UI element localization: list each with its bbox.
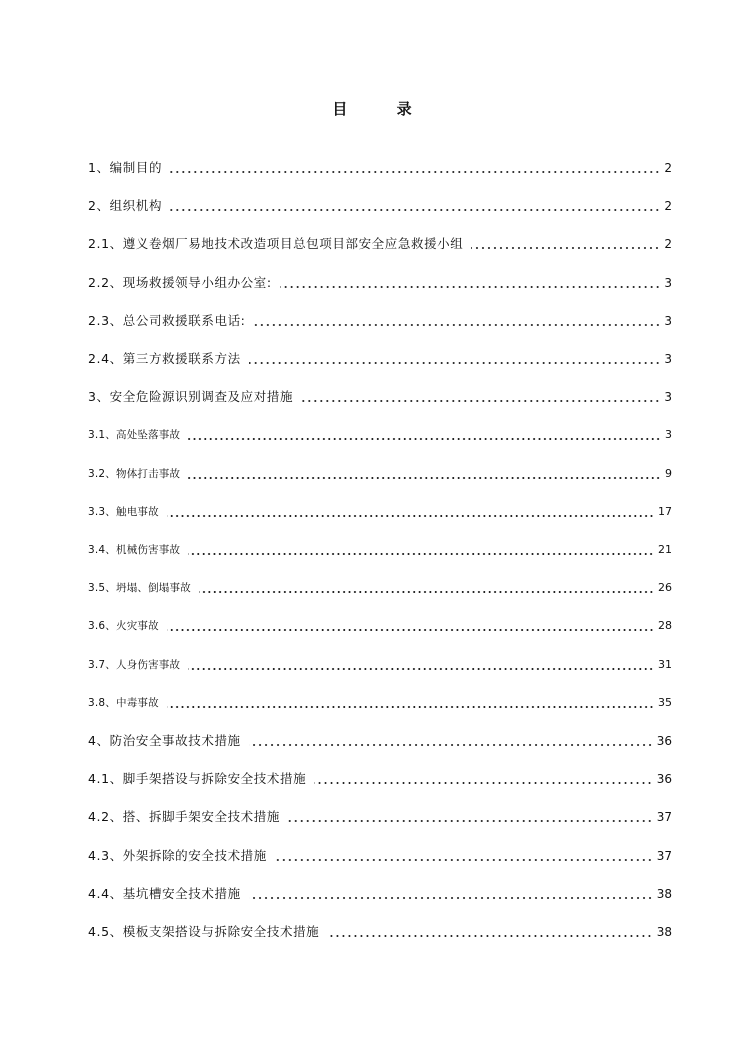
toc-entry-page-number: 21 bbox=[658, 543, 672, 556]
toc-dot-leader bbox=[288, 820, 653, 822]
toc-dot-leader bbox=[471, 247, 660, 249]
toc-entry-page-number: 38 bbox=[656, 925, 672, 939]
toc-entry-label: 3.2、物体打击事故 bbox=[88, 468, 181, 480]
toc-dot-leader bbox=[170, 171, 660, 173]
toc-entry-label: 2.1、遵义卷烟厂易地技术改造项目总包项目部安全应急救援小组 bbox=[88, 236, 464, 251]
toc-entry-label: 4.1、脚手架搭设与拆除安全技术措施 bbox=[88, 771, 307, 786]
toc-entry[interactable] bbox=[88, 538, 672, 558]
toc-entry-page-number: 38 bbox=[656, 887, 672, 901]
toc-entry-label: 4、防治安全事故技术措施 bbox=[88, 733, 241, 748]
toc-entry-page-number: 9 bbox=[665, 467, 672, 480]
toc-entry-label: 4.2、搭、拆脚手架安全技术措施 bbox=[88, 809, 280, 824]
toc-entry-label: 4.5、模板支架搭设与拆除安全技术措施 bbox=[88, 924, 320, 939]
toc-entry[interactable] bbox=[88, 462, 672, 482]
toc-entry[interactable] bbox=[88, 882, 672, 902]
toc-entry-page-number: 37 bbox=[656, 810, 672, 824]
toc-entry-label: 3、安全危险源识别调查及应对措施 bbox=[88, 389, 294, 404]
toc-entry-label: 3.1、高处坠落事故 bbox=[88, 429, 181, 441]
toc-entry-page-number: 2 bbox=[664, 161, 672, 175]
toc-entry[interactable] bbox=[88, 767, 672, 787]
toc-entry[interactable] bbox=[88, 232, 672, 252]
toc-dot-leader bbox=[249, 897, 653, 899]
toc-entry-label: 3.8、中毒事故 bbox=[88, 697, 159, 709]
toc-entry-label: 4.4、基坑槽安全技术措施 bbox=[88, 886, 241, 901]
toc-entry[interactable] bbox=[88, 347, 672, 367]
toc-entry-page-number: 3 bbox=[665, 428, 672, 441]
toc-entry-page-number: 3 bbox=[664, 276, 672, 290]
toc-entry-page-number: 26 bbox=[658, 581, 672, 594]
toc-dot-leader bbox=[254, 324, 661, 326]
toc-entry-label: 3.7、人身伤害事故 bbox=[88, 659, 181, 671]
toc-entry[interactable] bbox=[88, 844, 672, 864]
toc-entry-page-number: 2 bbox=[664, 237, 672, 251]
toc-entry-label: 2.4、第三方救援联系方法 bbox=[88, 351, 241, 366]
toc-entry-page-number: 3 bbox=[664, 352, 672, 366]
toc-entry-label: 3.3、触电事故 bbox=[88, 506, 159, 518]
toc-entry[interactable] bbox=[88, 805, 672, 825]
toc-dot-leader bbox=[167, 706, 654, 708]
toc-entry-label: 1、编制目的 bbox=[88, 160, 163, 175]
toc-entry-page-number: 35 bbox=[658, 696, 672, 709]
toc-dot-leader bbox=[188, 668, 654, 670]
toc-entry-page-number: 3 bbox=[664, 314, 672, 328]
toc-entry-label: 4.3、外架拆除的安全技术措施 bbox=[88, 848, 267, 863]
toc-entry[interactable] bbox=[88, 385, 672, 405]
toc-dot-leader bbox=[249, 362, 661, 364]
toc-entry-label: 3.6、火灾事故 bbox=[88, 620, 159, 632]
toc-dot-leader bbox=[301, 400, 660, 402]
toc-dot-leader bbox=[170, 209, 660, 211]
toc-dot-leader bbox=[167, 515, 654, 517]
toc-entry-page-number: 36 bbox=[656, 734, 672, 748]
toc-dot-leader bbox=[199, 591, 654, 593]
toc-entry-label: 2、组织机构 bbox=[88, 198, 163, 213]
toc-entry-page-number: 3 bbox=[664, 390, 672, 404]
toc-entry[interactable] bbox=[88, 920, 672, 940]
toc-entry[interactable] bbox=[88, 691, 672, 711]
toc-entry[interactable] bbox=[88, 194, 672, 214]
toc-entry[interactable] bbox=[88, 423, 672, 443]
toc-entry-page-number: 36 bbox=[656, 772, 672, 786]
toc-entry[interactable] bbox=[88, 653, 672, 673]
toc-entry-label: 3.4、机械伤害事故 bbox=[88, 544, 181, 556]
toc-entry[interactable] bbox=[88, 614, 672, 634]
toc-dot-leader bbox=[188, 553, 654, 555]
toc-entry-page-number: 31 bbox=[658, 658, 672, 671]
toc-entry-page-number: 2 bbox=[664, 199, 672, 213]
toc-entry-label: 2.3、总公司救援联系电话: bbox=[88, 313, 246, 328]
toc-entry[interactable] bbox=[88, 309, 672, 329]
toc-dot-leader bbox=[188, 477, 661, 479]
toc-entry[interactable] bbox=[88, 271, 672, 291]
toc-entry-label: 2.2、现场救援领导小组办公室: bbox=[88, 275, 272, 290]
toc-entry[interactable] bbox=[88, 576, 672, 596]
toc-entry-page-number: 37 bbox=[656, 849, 672, 863]
toc-dot-leader bbox=[280, 286, 661, 288]
toc-entry-label: 3.5、坍塌、倒塌事故 bbox=[88, 582, 191, 594]
toc-entry[interactable] bbox=[88, 500, 672, 520]
toc-entry[interactable] bbox=[88, 729, 672, 749]
toc-entry-page-number: 17 bbox=[658, 505, 672, 518]
toc-dot-leader bbox=[188, 438, 661, 440]
toc-entry-page-number: 28 bbox=[658, 619, 672, 632]
toc-title: 目 录 bbox=[332, 100, 434, 118]
toc-dot-leader bbox=[327, 935, 652, 937]
toc-dot-leader bbox=[275, 859, 653, 861]
toc-dot-leader bbox=[167, 629, 654, 631]
toc-dot-leader bbox=[314, 782, 653, 784]
toc-dot-leader bbox=[249, 744, 653, 746]
toc-entry[interactable] bbox=[88, 156, 672, 176]
